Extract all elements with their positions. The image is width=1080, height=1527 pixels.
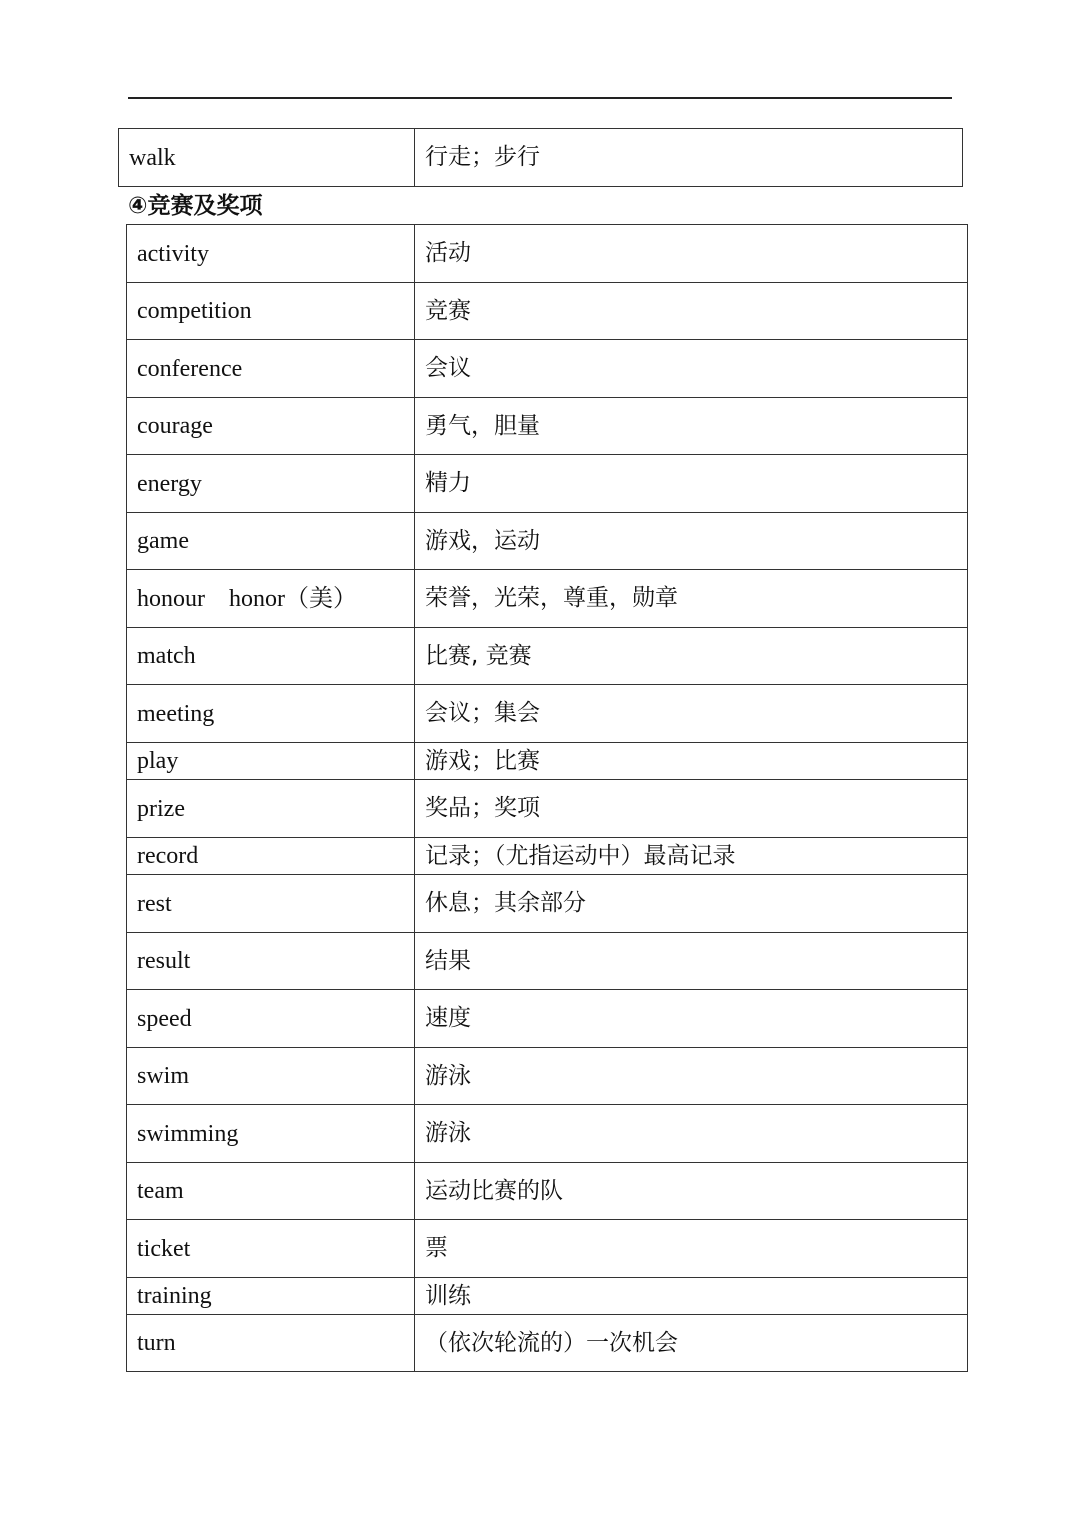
english-word: team	[127, 1163, 415, 1220]
chinese-meaning: 精力	[415, 455, 968, 513]
english-word: swimming	[127, 1105, 415, 1163]
chinese-meaning: 比赛, 竞赛	[415, 628, 968, 685]
table-row	[127, 1163, 968, 1220]
chinese-meaning: 游泳	[415, 1048, 968, 1105]
table-row	[127, 990, 968, 1048]
english-word: honour honor（美）	[127, 570, 415, 628]
english-word: energy	[127, 455, 415, 513]
english-word: record	[127, 838, 415, 875]
table-row	[127, 455, 968, 513]
english-word: walk	[119, 129, 415, 187]
english-word: training	[127, 1278, 415, 1315]
table-row	[127, 1220, 968, 1278]
vocab-table-continued	[118, 128, 963, 187]
english-word: rest	[127, 875, 415, 933]
table-row	[127, 1278, 968, 1315]
chinese-meaning: 会议；集会	[415, 685, 968, 743]
header-rule	[128, 97, 952, 99]
english-word: speed	[127, 990, 415, 1048]
chinese-meaning: 结果	[415, 933, 968, 990]
chinese-meaning: 奖品；奖项	[415, 780, 968, 838]
table-row	[127, 628, 968, 685]
table-row	[127, 933, 968, 990]
english-word: result	[127, 933, 415, 990]
table-row	[127, 1315, 968, 1372]
english-word: match	[127, 628, 415, 685]
english-word: competition	[127, 283, 415, 340]
chinese-meaning: 游泳	[415, 1105, 968, 1163]
table-row	[127, 225, 968, 283]
chinese-meaning: 游戏，运动	[415, 513, 968, 570]
chinese-meaning: 行走；步行	[415, 129, 963, 187]
english-word: ticket	[127, 1220, 415, 1278]
chinese-meaning: 休息；其余部分	[415, 875, 968, 933]
table-row	[127, 1048, 968, 1105]
english-word: meeting	[127, 685, 415, 743]
chinese-meaning: 荣誉，光荣，尊重，勋章	[415, 570, 968, 628]
table-row	[127, 340, 968, 398]
chinese-meaning: 速度	[415, 990, 968, 1048]
chinese-meaning: 训练	[415, 1278, 968, 1315]
table-row	[127, 838, 968, 875]
table-row	[127, 1105, 968, 1163]
table-row	[127, 283, 968, 340]
table-row	[127, 398, 968, 455]
table-row	[127, 743, 968, 780]
english-word: game	[127, 513, 415, 570]
english-word: courage	[127, 398, 415, 455]
chinese-meaning: 会议	[415, 340, 968, 398]
table-row	[127, 875, 968, 933]
chinese-meaning: 勇气，胆量	[415, 398, 968, 455]
table-row	[119, 129, 963, 187]
table-row	[127, 780, 968, 838]
table-row	[127, 513, 968, 570]
chinese-meaning: 票	[415, 1220, 968, 1278]
chinese-meaning: 记录；（尤指运动中）最高记录	[415, 838, 968, 875]
chinese-meaning: 游戏；比赛	[415, 743, 968, 780]
chinese-meaning: 活动	[415, 225, 968, 283]
english-word: turn	[127, 1315, 415, 1372]
table-row	[127, 685, 968, 743]
chinese-meaning: 运动比赛的队	[415, 1163, 968, 1220]
vocab-table	[126, 224, 968, 1372]
section-heading: ④竞赛及奖项	[128, 193, 263, 219]
english-word: prize	[127, 780, 415, 838]
chinese-meaning: 竞赛	[415, 283, 968, 340]
english-word: swim	[127, 1048, 415, 1105]
english-word: conference	[127, 340, 415, 398]
english-word: activity	[127, 225, 415, 283]
english-word: play	[127, 743, 415, 780]
table-row	[127, 570, 968, 628]
chinese-meaning: （依次轮流的）一次机会	[415, 1315, 968, 1372]
